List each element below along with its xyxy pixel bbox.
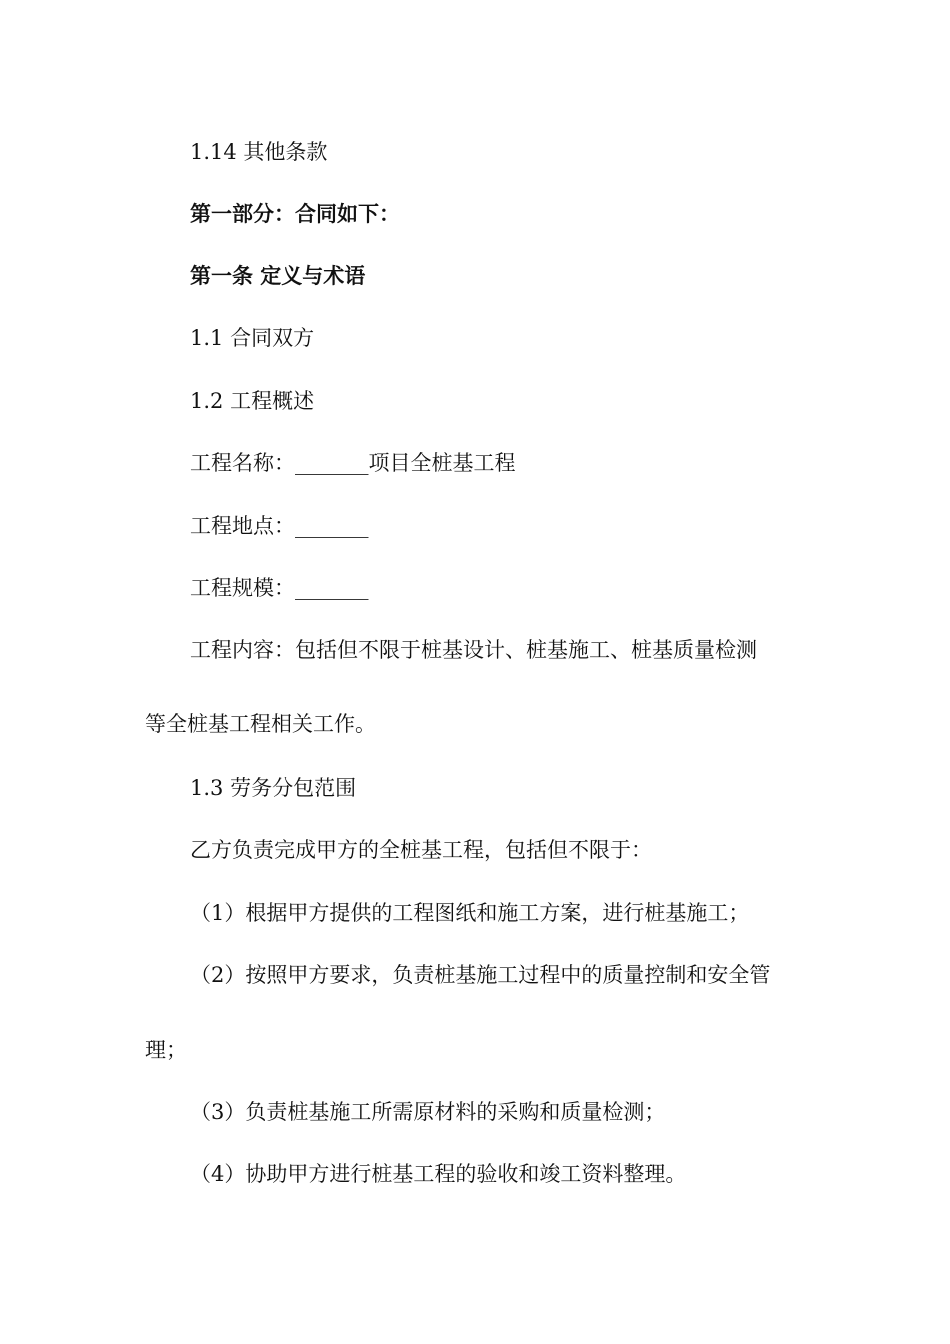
part-one-heading: 第一部分：合同如下： — [190, 202, 400, 226]
project-content-line: 工程内容：包括但不限于桩基设计、桩基施工、桩基质量检测 — [190, 638, 757, 662]
project-content-continuation: 等全桩基工程相关工作。 — [145, 712, 376, 736]
scope-item-1: （1）根据甲方提供的工程图纸和施工方案，进行桩基施工； — [190, 901, 750, 925]
scope-item-3: （3）负责桩基施工所需原材料的采购和质量检测； — [190, 1100, 666, 1124]
project-location-line: 工程地点：_______ — [190, 514, 369, 538]
clause-1-1: 1.1 合同双方 — [190, 326, 315, 350]
clause-1-2: 1.2 工程概述 — [190, 389, 315, 413]
project-scale-line: 工程规模：_______ — [190, 576, 369, 600]
clause-1-14: 1.14 其他条款 — [190, 140, 328, 164]
scope-item-4: （4）协助甲方进行桩基工程的验收和竣工资料整理。 — [190, 1162, 687, 1186]
project-name-line: 工程名称：_______项目全桩基工程 — [190, 451, 516, 475]
scope-item-2: （2）按照甲方要求，负责桩基施工过程中的质量控制和安全管 — [190, 963, 771, 987]
scope-item-2-continuation: 理； — [145, 1038, 187, 1062]
article-one-heading: 第一条 定义与术语 — [190, 264, 366, 288]
scope-intro: 乙方负责完成甲方的全桩基工程，包括但不限于： — [190, 838, 652, 862]
clause-1-3: 1.3 劳务分包范围 — [190, 776, 357, 800]
